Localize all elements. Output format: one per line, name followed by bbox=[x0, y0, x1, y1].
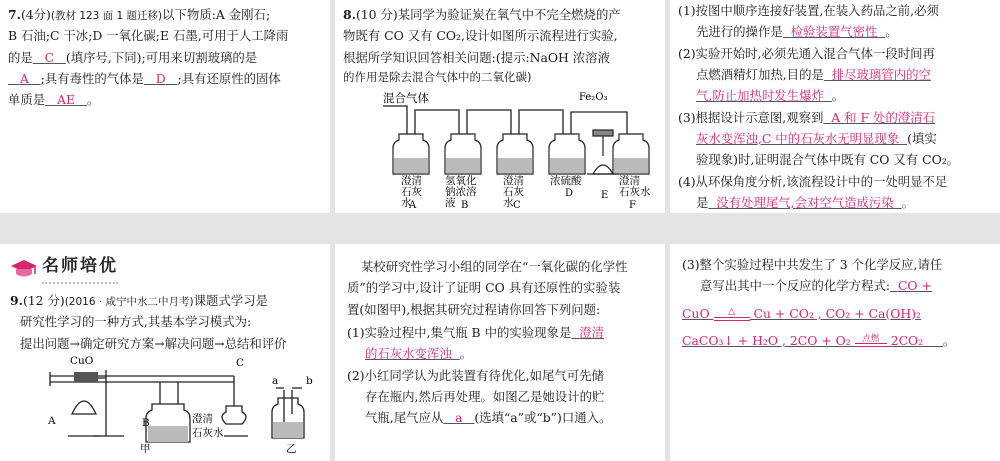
q8-answer-4: 没有处理尾气,会对空气造成污染 bbox=[716, 194, 894, 210]
q7-answer-1: C bbox=[44, 49, 55, 65]
question-9-panel: 名师培优 9.(12 分)(2016 · 咸宁中水二中月考)课题式学习是 研究性学习的一种方式,其基本学习模式为: 提出问题→确定研究方案→解决问题→总结和评价 CuO A B C 澄清 石灰水 a b 甲 乙 bbox=[0, 244, 330, 461]
q8-letter-E: E bbox=[601, 189, 609, 201]
q8-line-2: 物既有 CO 又有 CO₂,设计如图所示流程进行实验, bbox=[343, 28, 618, 44]
q8-letter-B: B bbox=[461, 199, 469, 208]
question-9-continued-panel bbox=[335, 244, 665, 461]
q9-part-3: (3)整个实验过程中共发生了 3 个化学反应,请任 意写出其中一个反应的化学方程式: CO + bbox=[682, 257, 943, 294]
svg-text:液: 液 bbox=[445, 196, 456, 208]
q8-answer-1: 检验装置气密性 bbox=[790, 24, 878, 40]
svg-text:浓硫酸: 浓硫酸 bbox=[550, 174, 582, 187]
question-8-panel: 8.(10 分)某同学为验证炭在氧气中不完全燃烧的产 物既有 CO 又有 CO₂,设计如图所示流程进行实验, 根据所学知识回答相关问题:(提示:NaOH 浓溶液 的作用是除去混合气体中的二氧化碳) 混合气体 Fe₂O₃ 澄清 石灰 水 氢氧化 钠浓溶 液 澄清 石灰 水 浓硫酸 澄清 石灰水 A B C D E F bbox=[335, 0, 665, 213]
q7-source: (教材 123 面 1 题迁移) bbox=[50, 10, 163, 22]
q8-part-3: (3)根据设计示意图,观察到 A 和 F 处的澄清石 灰水变浑浊,C 中的石灰水无明显现象 (填实 验现象)时,证明混合气体中既有 CO 又有 CO₂。 bbox=[678, 109, 960, 168]
q7-number: 7. bbox=[8, 7, 21, 22]
q8-bottle-labels bbox=[401, 174, 651, 208]
q9-bottle-label-1: 澄清 bbox=[192, 412, 213, 425]
q8-reagent-label: Fe₂O₃ bbox=[579, 91, 608, 103]
q7-line-2: B 石油;C 干冰;D 一氧化碳;E 石墨,可用于人工降雨 bbox=[8, 28, 289, 44]
q9-intro-2: 质”的学习中,设计了证明 CO 具有还原性的实验装 bbox=[347, 280, 621, 296]
famous-teacher-title: 名师培优 bbox=[42, 252, 118, 284]
q9-part-1: (1)实验过程中,集气瓶 B 中的实验现象是 澄清 的石灰水变浑浊 。 bbox=[347, 324, 605, 362]
svg-text:石灰: 石灰 bbox=[503, 185, 524, 198]
q9-caption-jia: 甲 bbox=[140, 442, 151, 454]
q9-equation-line-3: CaCO₃↓ + H₂O , 2CO + O₂ 点燃 2CO₂ 。 bbox=[682, 332, 956, 348]
q9-bottle-label-2: 石灰水 bbox=[192, 426, 224, 439]
q8-answer-3a: A 和 F 处的澄清石 bbox=[831, 109, 936, 125]
q9-intro-1: 某校研究性学习小组的同学在“一氧化碳的化学性 bbox=[361, 259, 628, 274]
q9-label-A: A bbox=[48, 414, 56, 427]
ignition-condition: 点燃 bbox=[862, 333, 880, 344]
q9-number: 9. bbox=[10, 293, 23, 308]
q8-line-3: 根据所学知识回答相关问题:(提示:NaOH 浓溶液 bbox=[343, 49, 610, 65]
q8-letter-A: A bbox=[409, 199, 417, 208]
q7-line-4: A ;具有毒性的气体是 D ;具有还原性的固体 bbox=[8, 68, 322, 89]
q9-answer-1b: 的石灰水变浑浊 bbox=[365, 346, 452, 362]
q8-answer-2b: 气,防止加热时发生爆炸 bbox=[696, 88, 824, 104]
q9-line-3: 提出问题→确定研究方案→解决问题→总结和评价 bbox=[20, 335, 287, 351]
q8-part-4: (4)从环保角度分析,该流程设计中的一处明显不足 是 没有处理尾气,会对空气造成污染 。 bbox=[678, 173, 948, 210]
q8-letter-F: F bbox=[629, 199, 636, 208]
q9-port-a: a bbox=[272, 374, 279, 387]
q9-cuo-label: CuO bbox=[70, 354, 94, 367]
svg-text:钠浓溶: 钠浓溶 bbox=[445, 185, 477, 198]
question-9-equation-panel bbox=[670, 244, 1000, 461]
q7-line-5: 单质是 AE 。 bbox=[8, 92, 100, 108]
q7-line-3: 的是 C (填序号,下同);可用来切割玻璃的是 bbox=[8, 49, 258, 65]
q8-letter-C: C bbox=[513, 199, 521, 208]
q7-answer-4: AE bbox=[57, 92, 75, 108]
q9-port-b: b bbox=[306, 374, 313, 387]
q8-gas-label: 混合气体 bbox=[383, 90, 429, 105]
q8-part-1: (1)按图中顺序连接好装置,在装入药品之前,必须 先进行的操作是 检验装置气密性 。 bbox=[678, 3, 939, 40]
svg-text:澄清: 澄清 bbox=[401, 174, 422, 187]
q9-apparatus-diagram bbox=[10, 354, 326, 454]
q9-line-2: 研究性学习的一种方式,其基本学习模式为: bbox=[20, 314, 252, 330]
svg-text:澄清: 澄清 bbox=[619, 174, 640, 187]
q9-answer-2: a bbox=[455, 410, 463, 426]
heating-condition: △ bbox=[728, 306, 736, 317]
svg-text:水: 水 bbox=[503, 196, 514, 208]
q9-equation-line-2: CuO △ Cu + CO₂ , CO₂ + Ca(OH)₂ bbox=[682, 305, 922, 321]
question-8-answers-panel bbox=[670, 0, 1000, 213]
q8-letter-D: D bbox=[565, 187, 574, 199]
famous-teacher-banner bbox=[10, 252, 322, 284]
graduation-cap-icon bbox=[10, 257, 38, 279]
q9-part-2: (2)小红同学认为此装置有待优化,如尾气可先储 存在瓶内,然后再处理。如图乙是她设计的贮 气瓶,尾气应从 a (选填“a”或“b”)口通入。 bbox=[347, 367, 612, 426]
q8-answer-3b: 灰水变浑浊,C 中的石灰水无明显现象 bbox=[696, 130, 900, 146]
question-7-panel bbox=[0, 0, 330, 213]
q8-answer-2a: 排尽玻璃管内的空 bbox=[831, 66, 931, 82]
svg-text:澄清: 澄清 bbox=[503, 174, 524, 187]
q9-label-B: B bbox=[142, 416, 150, 429]
svg-text:石灰: 石灰 bbox=[401, 185, 422, 198]
q7-answer-3: D bbox=[155, 70, 166, 86]
q9-intro-3: 置(如图甲),根据其研究过程请你回答下列问题: bbox=[347, 301, 601, 317]
q8-number: 8. bbox=[343, 7, 356, 22]
q7-answer-2: A bbox=[19, 70, 29, 86]
q8-part-2: (2)实验开始时,必须先通入混合气体一段时间再 点燃酒精灯加热,目的是 排尽玻璃管内的空 气,防止加热时发生爆炸 。 bbox=[678, 45, 935, 104]
svg-text:石灰水: 石灰水 bbox=[619, 185, 651, 198]
q8-line-4: 的作用是除去混合气体中的二氧化碳) bbox=[343, 69, 532, 84]
q9-answer-3-line-1: CO + bbox=[897, 278, 932, 294]
q8-apparatus-diagram bbox=[343, 90, 655, 208]
q9-answer-1a: 澄清 bbox=[579, 324, 605, 340]
svg-text:水: 水 bbox=[401, 196, 412, 208]
q8-tubing bbox=[383, 106, 627, 134]
q7-line-1: 7.(4分)(教材 123 面 1 题迁移)以下物质:A 金刚石; bbox=[8, 7, 271, 22]
q9-label-C: C bbox=[236, 356, 245, 369]
q9-source: (2016 · 咸宁中水二中月考) bbox=[64, 296, 194, 308]
svg-text:氢氧化: 氢氧化 bbox=[445, 174, 477, 187]
q9-caption-yi: 乙 bbox=[286, 442, 297, 454]
